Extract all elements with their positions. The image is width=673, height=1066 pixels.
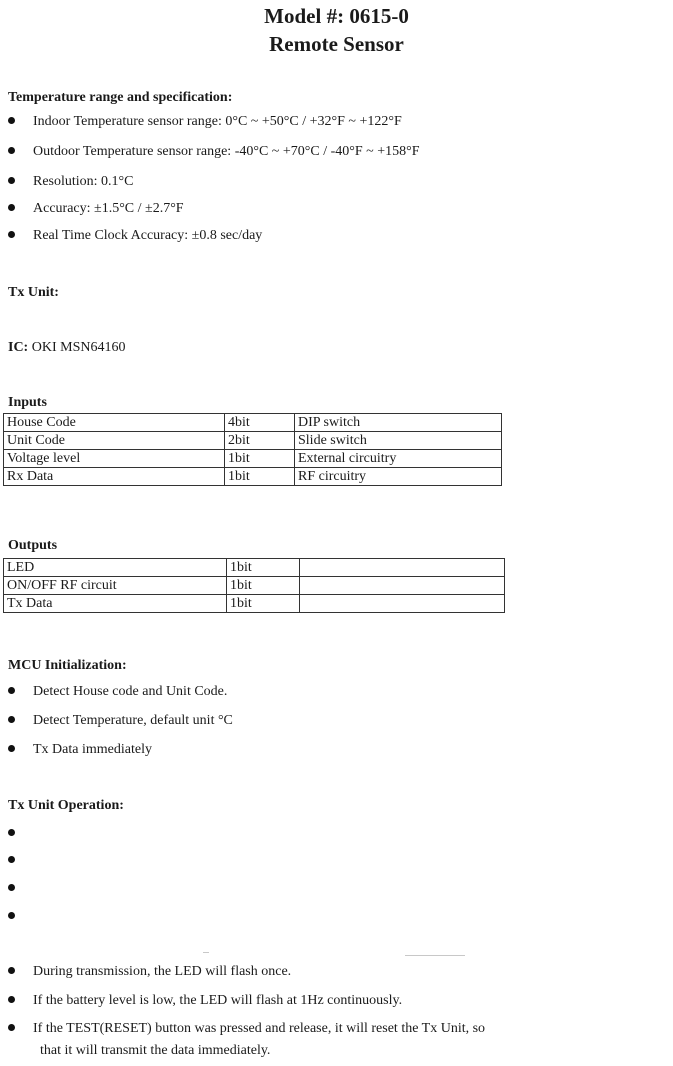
tx-op-empty-item — [8, 853, 33, 869]
table-cell: Tx Data — [4, 595, 227, 613]
temp-item-indoor: Indoor Temperature sensor range: 0°C ~ +50°C / +32°F ~ +122°F — [8, 114, 402, 130]
temp-item-outdoor: Outdoor Temperature sensor range: -40°C ~ +70°C / -40°F ~ +158°F — [8, 144, 420, 160]
ic-value: OKI MSN64160 — [31, 340, 126, 355]
table-cell: LED — [4, 559, 227, 577]
table-cell: RF circuitry — [295, 468, 502, 486]
tx-op-empty-item — [8, 881, 33, 897]
temp-item-resolution: Resolution: 0.1°C — [8, 174, 134, 190]
inputs-table — [3, 413, 502, 486]
table-cell — [300, 595, 505, 613]
table-cell: 4bit — [225, 414, 295, 432]
bullet-icon — [8, 912, 15, 919]
table-cell: Voltage level — [4, 450, 225, 468]
tx-op-empty-item — [8, 909, 33, 925]
table-cell — [300, 559, 505, 577]
bullet-icon — [8, 716, 15, 723]
table-row — [4, 450, 502, 468]
scan-artifact — [203, 952, 209, 953]
ic-label: IC: — [8, 340, 29, 355]
table-cell: ON/OFF RF circuit — [4, 577, 227, 595]
tx-op-empty-item — [8, 826, 33, 842]
temp-item-clock: Real Time Clock Accuracy: ±0.8 sec/day — [8, 228, 262, 244]
model-number-title: Model #: 0615-0 — [264, 4, 409, 28]
temperature-heading: Temperature range and specification: — [8, 90, 233, 105]
bullet-icon — [8, 856, 15, 863]
product-title: Remote Sensor — [269, 32, 404, 56]
table-row — [4, 414, 502, 432]
mcu-item-tx-data: Tx Data immediately — [8, 742, 152, 758]
table-cell: External circuitry — [295, 450, 502, 468]
bullet-icon — [8, 231, 15, 238]
table-cell: 1bit — [225, 468, 295, 486]
bullet-icon — [8, 687, 15, 694]
mcu-init-heading: MCU Initialization: — [8, 658, 127, 673]
table-cell: DIP switch — [295, 414, 502, 432]
table-row — [4, 432, 502, 450]
bullet-icon — [8, 967, 15, 974]
bullet-icon — [8, 1024, 15, 1031]
table-row — [4, 559, 505, 577]
table-row — [4, 468, 502, 486]
bullet-icon — [8, 147, 15, 154]
table-row — [4, 577, 505, 595]
bullet-icon — [8, 884, 15, 891]
bullet-icon — [8, 829, 15, 836]
tx-op-item-battery: If the battery level is low, the LED will flash at 1Hz continuously. — [8, 993, 402, 1009]
bullet-icon — [8, 204, 15, 211]
bullet-icon — [8, 117, 15, 124]
table-cell: House Code — [4, 414, 225, 432]
ic-line — [8, 340, 125, 356]
bullet-icon — [8, 177, 15, 184]
table-cell: Unit Code — [4, 432, 225, 450]
table-cell: 1bit — [227, 559, 300, 577]
bullet-icon — [8, 745, 15, 752]
table-cell: Slide switch — [295, 432, 502, 450]
tx-operation-heading: Tx Unit Operation: — [8, 798, 124, 813]
temp-item-accuracy: Accuracy: ±1.5°C / ±2.7°F — [8, 201, 184, 217]
table-cell — [300, 577, 505, 595]
inputs-heading: Inputs — [8, 395, 47, 410]
tx-op-item-reset-continuation: that it will transmit the data immediately. — [40, 1043, 271, 1058]
outputs-table — [3, 558, 505, 613]
tx-unit-heading: Tx Unit: — [8, 285, 59, 300]
mcu-item-detect-temp: Detect Temperature, default unit °C — [8, 713, 233, 729]
table-cell: 1bit — [227, 595, 300, 613]
table-cell: Rx Data — [4, 468, 225, 486]
table-cell: 2bit — [225, 432, 295, 450]
tx-op-item-flash: During transmission, the LED will flash once. — [8, 964, 291, 980]
tx-op-item-reset: If the TEST(RESET) button was pressed and release, it will reset the Tx Unit, so — [8, 1021, 485, 1037]
table-row — [4, 595, 505, 613]
table-cell: 1bit — [227, 577, 300, 595]
scan-artifact — [405, 955, 465, 956]
outputs-heading: Outputs — [8, 538, 58, 553]
bullet-icon — [8, 996, 15, 1003]
mcu-item-detect-codes: Detect House code and Unit Code. — [8, 684, 227, 700]
table-cell: 1bit — [225, 450, 295, 468]
